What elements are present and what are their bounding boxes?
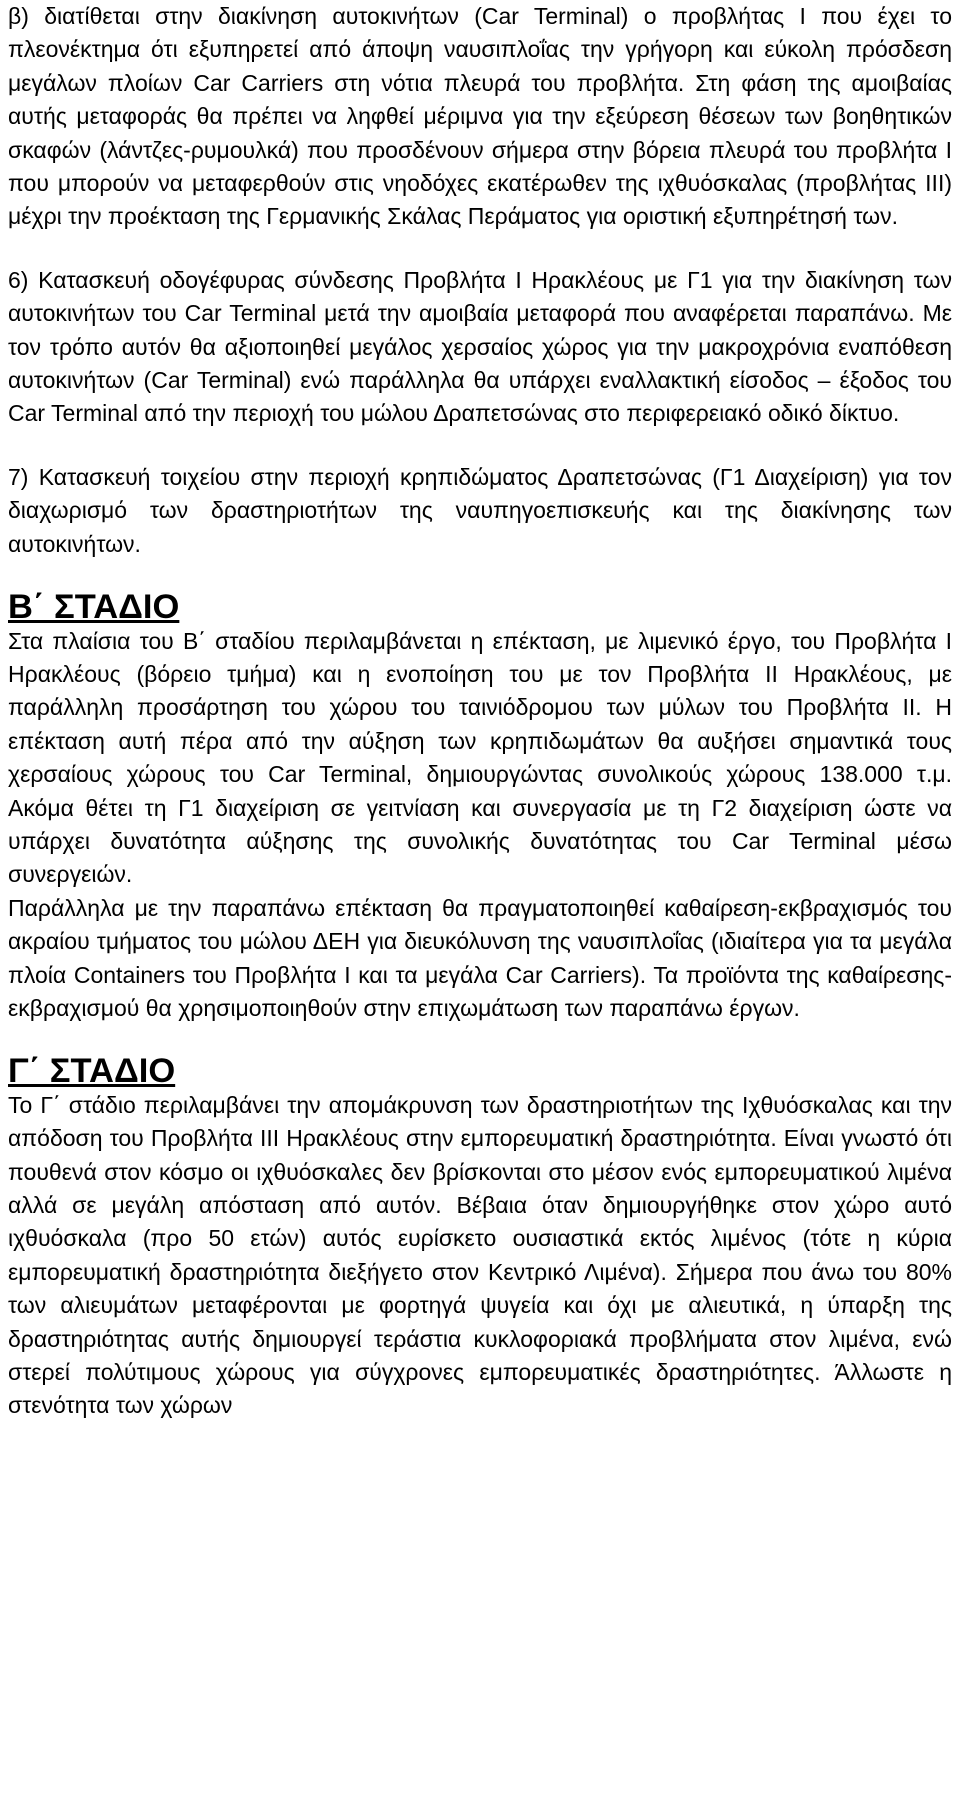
section-heading-stage-b: Β΄ ΣΤΑΔΙΟ (8, 588, 180, 627)
stage-b-paragraph-2: Παράλληλα με την παραπάνω επέκταση θα πραγματοποιηθεί καθαίρεση-εκβραχισμός του ακραίου τμήματος του μώλου ΔΕΗ για διευκόλυνση της ναυσιπλοΐας (ιδιαίτερα για τα μεγάλα πλοία Containers του Προβλήτα Ι και τα μεγάλα Car Carriers). Τα προϊόντα της καθαίρεσης-εκβραχισμού θα χρησιμοποιηθούν στην επιχωμάτωση των παραπάνω έργων. (8, 894, 952, 1021)
paragraph-item-b: β) διατίθεται στην διακίνηση αυτοκινήτων (Car Terminal) ο προβλήτας Ι που έχει το πλεονέκτημα ότι εξυπηρετεί από άποψη ναυσιπλοΐας την γρήγορη και εύκολη πρόσδεση μεγάλων πλοίων Car Carriers στη νότια πλευρά του προβλήτα. Στη φάση της αμοιβαίας αυτής μεταφοράς θα πρέπει να ληφθεί μέριμνα για την εξεύρεση θέσεων των βοηθητικών σκαφών (λάντζες-ρυμουλκά) που προσδένουν σήμερα στην βόρεια πλευρά του προβλήτα Ι που μπορούν να μεταφερθούν στις νηοδόχες εκατέρωθεν της ιχθυόσκαλας (προβλήτας ΙΙΙ) μέχρι την προέκταση της Γερμανικής Σκάλας Περάματος για οριστική εξυπηρέτησή των. (8, 3, 952, 230)
stage-c-paragraph-1: Το Γ΄ στάδιο περιλαμβάνει την απομάκρυνση των δραστηριοτήτων της Ιχθυόσκαλας και την απόδοση του Προβλήτα ΙΙΙ Ηρακλέους στην εμπορευματική δραστηριότητα. Είναι γνωστό ότι πουθενά στον κόσμο οι ιχθυόσκαλες δεν βρίσκονται στο μέσον ενός εμπορευματικού λιμένα αλλά σε μεγάλη απόσταση από αυτόν. Βέβαια όταν δημιουργήθηκε στον χώρο αυτό ιχθυόσκαλα (προ 50 ετών) αυτός ευρίσκετο ουσιαστικά εκτός λιμένος (τότε η κύρια εμπορευματική δραστηριότητα διεξήγετο στον Κεντρικό Λιμένα). Σήμερα που άνω του 80% των αλιευμάτων μεταφέρονται με φορτηγά ψυγεία και όχι με αλιευτικά, η ύπαρξη της δραστηριότητας αυτής δημιουργεί τεράστια κυκλοφοριακά προβλήματα στον λιμένα, ενώ στερεί πολύτιμους χώρους για σύγχρονες εμπορευματικές δραστηριότητες. Άλλωστε η στενότητα των χώρων (8, 1091, 952, 1419)
section-gap (8, 561, 952, 591)
paragraph-item-7: 7) Κατασκευή τοιχείου στην περιοχή κρηπιδώματος Δραπετσώνας (Γ1 Διαχείριση) για τον διαχωρισμό των δραστηριοτήτων της ναυπηγοεπισκευής και της διακίνησης των αυτοκινήτων. (8, 463, 952, 557)
stage-b-paragraph-1: Στα πλαίσια του Β΄ σταδίου περιλαμβάνεται η επέκταση, με λιμενικό έργο, του Προβλήτα Ι Ηρακλέους (βόρειο τμήμα) και η ενοποίηση του με τον Προβλήτα ΙΙ Ηρακλέους, με παράλληλη προσάρτηση του χώρου του ταινιόδρομου των μύλων του Προβλήτα ΙΙ. Η επέκταση αυτή πέρα από την αύξηση των κρηπιδωμάτων θα αυξήσει σημαντικά τους χερσαίους χώρους του Car Terminal, δημιουργώντας συνολικούς χώρους 138.000 τ.μ. Ακόμα θέτει τη Γ1 διαχείριση σε γειτνίαση και συνεργασία με τη Γ2 διαχείριση ώστε να υπάρχει δυνατότητα αύξησης της συνολικής δυνατότητας του Car Terminal μέσω συνεργειών. (8, 627, 952, 888)
paragraph-item-6: 6) Κατασκευή οδογέφυρας σύνδεσης Προβλήτα Ι Ηρακλέους με Γ1 για την διακίνηση των αυτοκινήτων του Car Terminal μετά την αμοιβαία μεταφορά που αναφέρεται παραπάνω. Με τον τρόπο αυτόν θα αξιοποιηθεί μεγάλος χερσαίος χώρος για την μακροχρόνια εναπόθεση αυτοκινήτων (Car Terminal) ενώ παράλληλα θα υπάρχει εναλλακτική είσοδος – έξοδος του Car Terminal από την περιοχή του μώλου Δραπετσώνας στο περιφερειακό οδικό δίκτυο. (8, 266, 952, 427)
section-gap (8, 1025, 952, 1055)
paragraph-gap (8, 234, 952, 264)
section-heading-stage-c: Γ΄ ΣΤΑΔΙΟ (8, 1052, 176, 1091)
paragraph-gap (8, 431, 952, 461)
document-page (8, 0, 952, 1423)
